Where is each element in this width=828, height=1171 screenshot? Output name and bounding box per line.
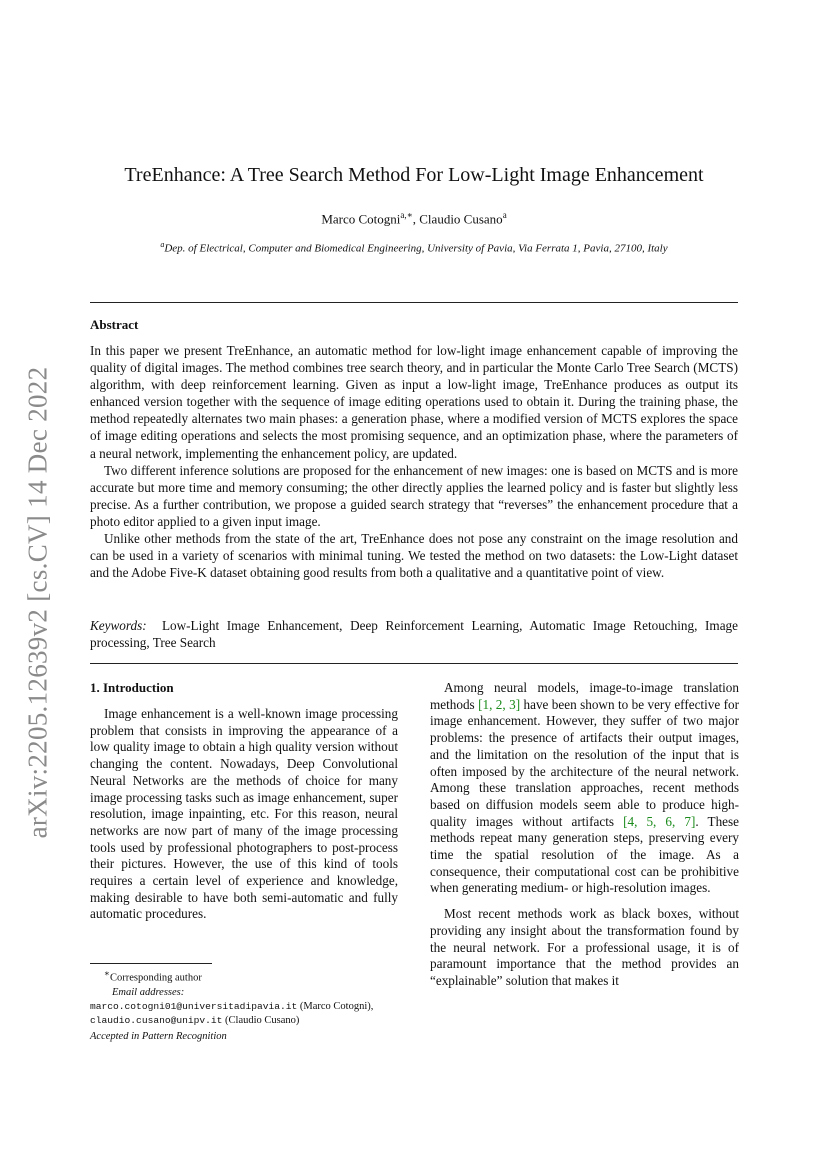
email-owner: (Marco Cotogni),	[297, 1000, 374, 1012]
email-owner: (Claudio Cusano)	[222, 1015, 300, 1027]
text-run: . These methods repeat many generation steps, preserving every time the spatial resolution of the image. As a consequence, their computational cost can be prohibitive when generating medium- or high-resolution images.	[430, 813, 740, 896]
email-link[interactable]: marco.cotogni01@universitadipavia.it	[90, 1000, 298, 1012]
arxiv-side-stamp	[2, 362, 74, 842]
paper-title: TreEnhance: A Tree Search Method For Low-Light Image Enhancement	[124, 164, 704, 186]
author-separator: ,	[412, 211, 420, 227]
citation-link[interactable]: [4, 5, 6, 7]	[623, 813, 696, 829]
abstract-paragraph: Unlike other methods from the state of the art, TreEnhance does not pose any constraint on the image resolution and can be used in a variety of scenarios with minimal tuning. We tested the method on two datasets: the Low-Light dataset and the Adobe Five-K dataset obtaining good results from both a qualitative and a quantitative point of view.	[90, 531, 738, 581]
abstract-paragraph: Two different inference solutions are proposed for the enhancement of new images: one is based on MCTS and is more accurate but more time and memory consuming; the other directly applies the learned policy and is faster but slightly less precise. As a further contribution, we propose a guided search strategy that “reverses” the enhancement procedure that a photo editor applied to a given input image.	[90, 462, 738, 529]
footnote-divider	[90, 963, 212, 964]
footnote-text: Corresponding author	[109, 972, 202, 984]
arxiv-identifier: arXiv:2205.12639v2 [cs.CV] 14 Dec 2022	[22, 366, 53, 838]
author-name: Marco Cotogni	[321, 211, 401, 227]
body-paragraph: Most recent methods work as black boxes, without providing any insight about the transformation found by the neural network. For a professional usage, it is of paramount importance that the method provides an “explainable” solution that makes it	[430, 906, 739, 988]
affiliation-mark: a	[160, 240, 165, 249]
body-paragraph: Image enhancement is a well-known image processing problem that consists in improving the appearance of a low quality image to obtain a high quality version without changing the content. Nowadays, Deep Convolutional Neural Networks are the methods of choice for many image processing tasks such as image enhancement, super resolution, image inpainting, etc. For this reason, neural networks are now part of many of the image processing tools used by professional photographers to post-process their pictures. However, the use of this kind of tools requires a certain level of experience and knowledge, making desirable to have both semi-automatic and fully automatic procedures.	[90, 706, 398, 922]
acceptance-note: Accepted in Pattern Recognition	[90, 1031, 227, 1042]
abstract-paragraph: In this paper we present TreEnhance, an automatic method for low-light image enhancement capable of improving the quality of digital images. The method combines tree search theory, and in particular the Monte Carlo Tree Search (MCTS) algorithm, with deep reinforcement learning. Given as input a low-light image, TreEnhance produces as output its enhanced version together with the sequence of image editing operations used to obtain it. During the training phase, the method repeatedly alternates two main phases: a generation phase, where a modified version of MCTS explores the space of image editing operations and selects the most promising sequence, and an optimization phase, where the parameters of a neural network, implementing the enhancement policy, are updated.	[90, 343, 738, 461]
author-line	[0, 210, 828, 227]
author-name: Claudio Cusano	[419, 211, 503, 227]
footnotes	[90, 966, 410, 1028]
email-line	[90, 1014, 410, 1028]
author-affiliation-mark: a	[502, 210, 507, 220]
abstract-bottom-divider	[90, 663, 738, 664]
body-paragraph	[430, 680, 739, 897]
affiliation	[0, 240, 828, 255]
left-column	[90, 680, 398, 923]
footnote-corresponding	[90, 966, 410, 986]
author-affiliation-mark: a,∗	[400, 210, 413, 220]
section-heading-introduction: 1. Introduction	[90, 680, 174, 695]
keywords	[90, 617, 738, 651]
right-column	[430, 680, 739, 990]
top-divider	[90, 302, 738, 303]
footnote-mark: ∗	[104, 968, 110, 978]
citation-link[interactable]: [1, 2, 3]	[478, 696, 521, 712]
email-line	[90, 1000, 410, 1014]
email-label: Email addresses:	[112, 986, 185, 998]
affiliation-text: Dep. of Electrical, Computer and Biomedical Engineering, University of Pavia, Via Ferrata 1, Pavia, 27100, Italy	[164, 242, 668, 255]
text-run: Among neural models, image-to-image translation methods	[430, 680, 739, 712]
keywords-text: Low-Light Image Enhancement, Deep Reinforcement Learning, Automatic Image Retouching, Image processing, Tree Search	[90, 618, 738, 650]
abstract-heading: Abstract	[90, 317, 139, 332]
text-run: have been shown to be very effective for image enhancement. However, they suffer of two major problems: the presence of artifacts their output images, and the limitation on the resolution of the input that is often imposed by the architecture of the neural network. Among these translation approaches, recent methods based on diffusion models seem able to produce high-quality images without artifacts	[430, 696, 739, 829]
abstract-body	[90, 342, 738, 581]
keywords-label: Keywords:	[90, 618, 147, 633]
email-link[interactable]: claudio.cusano@unipv.it	[90, 1015, 223, 1027]
